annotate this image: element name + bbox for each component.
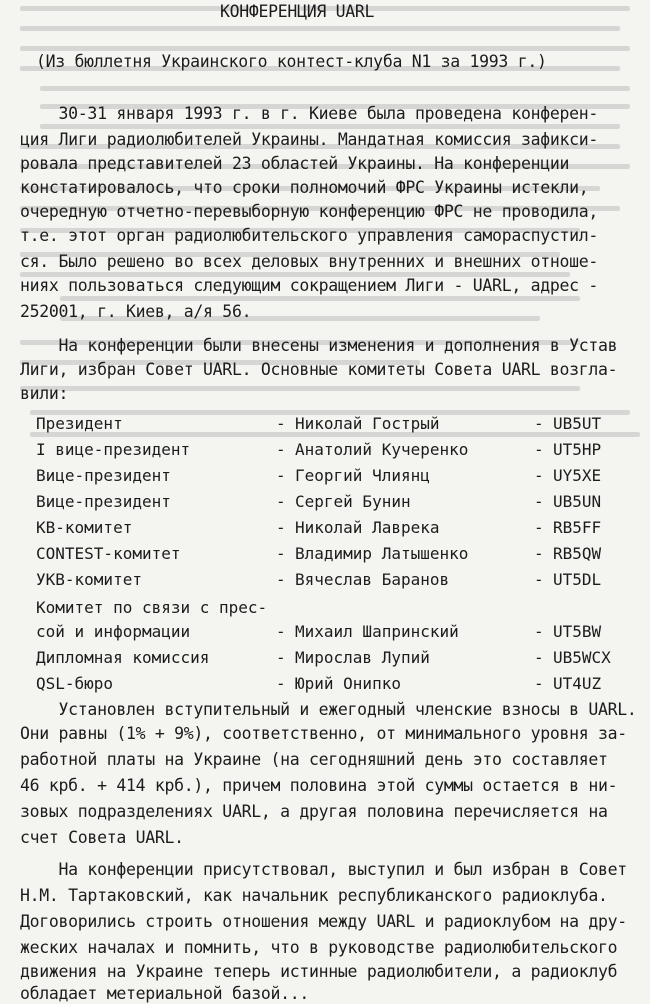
committee-row — [36, 648, 646, 668]
committee-row — [36, 440, 646, 460]
dash: - — [534, 622, 544, 641]
committee-name: Сергей Бунин — [295, 492, 411, 511]
dash: - — [534, 492, 544, 511]
dash: - — [534, 544, 544, 563]
committee-role: I вице-президент — [36, 440, 191, 459]
committee-callsign: UB5UN — [553, 492, 602, 511]
dash: - — [276, 440, 286, 459]
dash: - — [276, 518, 286, 537]
text-line: На конференции были внесены изменения и дополнения в Устав — [20, 336, 618, 355]
committee-name: Юрий Онипко — [295, 674, 401, 693]
text-line: ся. Было решено во всех деловых внутренних и внешних отноше- — [20, 252, 599, 271]
committee-role: Дипломная комиссия — [36, 648, 210, 667]
dash: - — [534, 570, 544, 589]
text-line: 30-31 января 1993 г. в г. Киеве была проведена конферен- — [20, 104, 599, 123]
text-line: счет Совета UARL. — [20, 828, 184, 847]
text-line: Лиги, избран Совет UARL. Основные комитеты Совета UARL возгла- — [20, 360, 618, 379]
committee-row — [36, 544, 646, 564]
dash: - — [534, 518, 544, 537]
text-line: 252001, г. Киев, а/я 56. — [20, 302, 252, 321]
committee-callsign: UT5BW — [553, 622, 602, 641]
text-line: вили: — [20, 384, 69, 403]
committee-role: УКВ-комитет — [36, 570, 142, 589]
committee-name: Георгий Члиянц — [295, 466, 430, 485]
committee-role: КВ-комитет — [36, 518, 133, 537]
text-line: жеских началах и помнить, что в руководстве радиолюбительского — [20, 938, 618, 957]
committee-role: сой и информации — [36, 622, 191, 641]
text-line: обладает метериальной базой... — [20, 984, 310, 1003]
committee-role: Президент — [36, 414, 123, 433]
committee-name: Владимир Латышенко — [295, 544, 469, 563]
text-line: движения на Украине теперь истинные радиолюбители, а радиоклуб — [20, 962, 618, 981]
text-line: Они равны (1% + 9%), соответственно, от минимального уровня за- — [20, 724, 627, 743]
committee-name: Николай Гострый — [295, 414, 440, 433]
text-line: Договорились строить отношения между UARL и радиоклубом на дру- — [20, 912, 627, 931]
committee-row — [36, 598, 646, 618]
committee-row — [36, 466, 646, 486]
committee-row — [36, 674, 646, 694]
dash: - — [534, 414, 544, 433]
text-line: На конференции присутствовал, выступил и был избран в Совет — [20, 860, 627, 879]
committee-callsign: RB5FF — [553, 518, 602, 537]
dash: - — [276, 570, 286, 589]
committee-row — [36, 570, 646, 590]
dash: - — [534, 466, 544, 485]
committee-callsign: RB5QW — [553, 544, 602, 563]
committee-name: Вячеслав Баранов — [295, 570, 450, 589]
document-title: КОНФЕРЕНЦИЯ UARL — [220, 2, 375, 21]
committee-callsign: UT4UZ — [553, 674, 602, 693]
dash: - — [534, 674, 544, 693]
committee-row — [36, 622, 646, 642]
dash: - — [276, 648, 286, 667]
dash: - — [276, 622, 286, 641]
dash: - — [276, 492, 286, 511]
text-line: работной платы на Украине (на сегодняшний день это составляет — [20, 750, 608, 769]
committee-callsign: UB5WCX — [553, 648, 611, 667]
committee-row — [36, 492, 646, 512]
text-line: ниях пользоваться следующим сокращением Лиги - UARL, адрес - — [20, 276, 599, 295]
text-line: констатировалось, что сроки полномочий ФРС Украины истекли, — [20, 178, 589, 197]
committee-row — [36, 518, 646, 538]
dash: - — [276, 674, 286, 693]
dash: - — [276, 544, 286, 563]
committee-callsign: UY5XE — [553, 466, 602, 485]
text-line: Н.М. Тартаковский, как начальник республиканского радиоклуба. — [20, 886, 608, 905]
text-line: т.е. этот орган радиолюбительского управления самораспустил- — [20, 226, 599, 245]
text-line: очередную отчетно-перевыборную конференцию ФРС не проводила, — [20, 202, 599, 221]
committee-name: Михаил Шапринский — [295, 622, 459, 641]
text-line: ровала представителей 23 областей Украины. На конференции — [20, 154, 570, 173]
committee-row — [36, 414, 646, 434]
committee-role: Вице-президент — [36, 466, 171, 485]
text-line: Установлен вступительный и ежегодный членские взносы в UARL. — [20, 700, 637, 719]
committee-role: Комитет по связи с прес- — [36, 598, 268, 617]
text-line: зовых подразделениях UARL, а другая половина перечисляется на — [20, 802, 608, 821]
committee-role: CONTEST-комитет — [36, 544, 181, 563]
document-subtitle: (Из бюллетня Украинского контест-клуба N1 за 1993 г.) — [36, 52, 547, 71]
committee-role: QSL-бюро — [36, 674, 114, 693]
committee-callsign: UB5UT — [553, 414, 602, 433]
dash: - — [276, 466, 286, 485]
committee-role: Вице-президент — [36, 492, 171, 511]
committee-callsign: UT5DL — [553, 570, 602, 589]
dash: - — [276, 414, 286, 433]
text-line: 46 крб. + 414 крб.), причем половина этой суммы остается в ни- — [20, 776, 618, 795]
dash: - — [534, 648, 544, 667]
committee-name: Анатолий Кучеренко — [295, 440, 469, 459]
dash: - — [534, 440, 544, 459]
committee-name: Николай Лаврека — [295, 518, 440, 537]
committee-name: Мирослав Лупий — [295, 648, 430, 667]
text-line: ция Лиги радиолюбителей Украины. Мандатная комиссия зафикси- — [20, 130, 599, 149]
committee-callsign: UT5HP — [553, 440, 602, 459]
